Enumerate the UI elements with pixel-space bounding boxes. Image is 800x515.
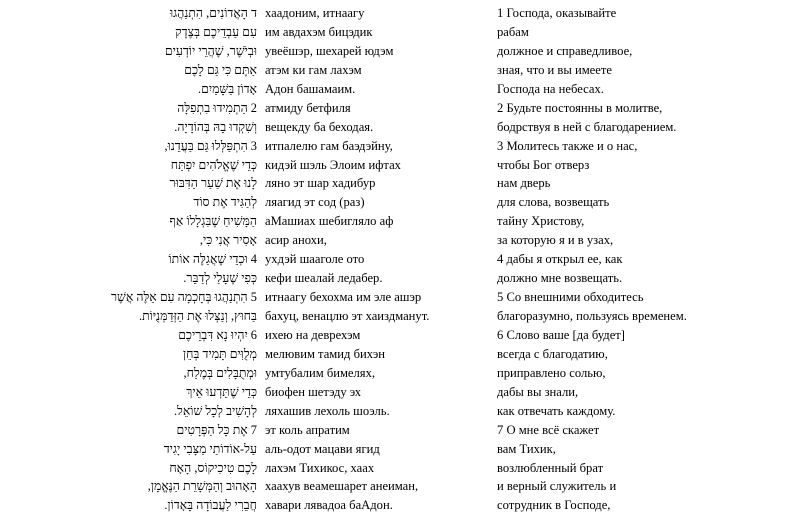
transliteration-line: эт коль апратим [265, 422, 350, 437]
hebrew-line: אָסִיר אֲנִי כִּי, [199, 233, 257, 248]
hebrew-line: אַתֶּם כִּי גַּם לָכֶם [184, 62, 257, 77]
hebrew-line: ד הָאֲדוֹנִים, הִתְנַהֲגוּ [169, 6, 257, 20]
hebrew-line: אָדוֹן בַּשָּׁמַיִם. [198, 81, 257, 96]
russian-line: возлюбленный брат [497, 460, 604, 475]
transliteration-line: вещекду ба беходая. [265, 119, 374, 134]
hebrew-line: 7 אֶת כָּל הַפְּרָטִים [176, 422, 257, 437]
russian-line: 6 Слово ваше [да будет] [497, 327, 626, 342]
russian-line: бодрствуя в ней с благодарением. [497, 119, 677, 134]
hebrew-line: וְשִׁקְדוּ בָהּ בְּהוֹדָיָה. [174, 119, 257, 134]
russian-line: зная, что и вы имеете [497, 62, 612, 77]
hebrew-line: עַל-אוֹדוֹתַי מַצָּבִי יָגִיד [163, 441, 257, 456]
transliteration-line: аль-одот мацави ягид [265, 441, 380, 456]
hebrew-line: 3 הִתְפַּלְּלוּ גַּם בַּעֲדֵנוּ, [164, 138, 257, 153]
russian-line: благоразумно, пользуясь временем. [497, 309, 687, 323]
transliteration-column [265, 4, 480, 513]
transliteration-line: им авдахэм бицэдик [265, 24, 373, 39]
hebrew-line: 6 יִהְיוּ נָא דִּבְרֵיכֶם [178, 327, 257, 342]
hebrew-line: בַּחוּץ, וְנַצְּלוּ אֶת הַזְּדַמְּנֻיּוֹת. [139, 309, 257, 323]
transliteration-line: увеёшэр, шехарей юдэм [265, 43, 394, 58]
russian-line: дабы вы знали, [497, 384, 579, 399]
hebrew-line: מְלֻוִּים תָּמִיד בְּחֵן [182, 346, 257, 361]
russian-translation-column [497, 4, 797, 513]
russian-line: нам дверь [497, 176, 551, 191]
transliteration-line: биофен шетэду эх [265, 384, 362, 399]
russian-line: за которую я и в узах, [497, 233, 614, 248]
hebrew-line: הָאָהוּב וְהַמְּשָׁרֵת הַנֶּאֱמָן, [147, 479, 257, 494]
transliteration-line: атэм ки гам лахэм [265, 62, 362, 77]
transliteration-line: ухдэй шааголе ото [265, 252, 365, 267]
russian-line: сотрудник в Господе, [497, 498, 611, 513]
transliteration-line: ляагид эт сод (раз) [265, 195, 365, 210]
hebrew-line: 4 וּכְדֵי שֶׁאֲגַלֶּה אוֹתוֹ [168, 252, 257, 267]
hebrew-line: וּבְיֹשֶׁר, שֶׁהֲרֵי יוֹדְעִים [164, 43, 257, 58]
hebrew-line: כְּפִי שֶׁעָלַי לְדַבֵּר. [183, 271, 257, 286]
russian-line: всегда с благодатию, [497, 346, 608, 361]
hebrew-line: לָנוּ אֶת שַׁעַר הַדִּבּוּר [169, 176, 257, 191]
hebrew-line: 2 הַתְמִידוּ בִתְפִלָּה [177, 100, 257, 115]
transliteration-line: мелювим тамид бихэн [265, 346, 385, 361]
russian-line: 4 дабы я открыл ее, как [497, 252, 623, 267]
russian-line: и верный служитель и [497, 479, 617, 494]
russian-line: должное и справедливое, [497, 43, 633, 58]
transliteration-line: атмиду бетфиля [265, 100, 351, 115]
transliteration-line: кидэй шэль Элоим ифтах [265, 157, 401, 172]
russian-line: рабам [497, 24, 529, 39]
hebrew-line: 5 הִתְנַהֲגוּ בְּחָכְמָה עִם אֵלֶּה אֲשֶׁר [110, 290, 257, 305]
transliteration-line: ихею на деврехэм [265, 327, 361, 342]
russian-line: 5 Со внешними обходитесь [497, 290, 644, 305]
russian-line: 3 Молитесь также и о нас, [497, 138, 638, 153]
transliteration-line: кефи шеалай ледабер. [265, 271, 383, 286]
transliteration-line: хаадоним, итнаагу [265, 6, 365, 20]
russian-line: для слова, возвещать [497, 195, 610, 210]
transliteration-line: умтубалим бимелях, [265, 365, 376, 380]
russian-line: чтобы Бог отверз [497, 157, 590, 172]
russian-line: как отвечать каждому. [497, 403, 616, 418]
hebrew-text-column [0, 4, 257, 513]
russian-line: 2 Будьте постоянны в молитве, [497, 100, 663, 115]
transliteration-line: хавари лявадоа баАдон. [265, 498, 393, 513]
hebrew-line: לְהָשִׁיב לְכָל שׁוֹאֵל. [173, 403, 257, 418]
russian-line: должно мне возвещать. [497, 271, 623, 286]
transliteration-line: лахэм Тихикос, хаах [265, 460, 375, 475]
hebrew-line: לָכֶם טִיכִיקוֹס, הָאָח [169, 460, 257, 475]
russian-line: приправлено солью, [497, 365, 606, 380]
transliteration-line: Адон башамаим. [265, 81, 356, 96]
transliteration-line: ляхашив лехоль шоэль. [265, 403, 390, 418]
hebrew-line: כְּדֵי שֶׁאֱלֹהִים יִפְתַּח [170, 157, 257, 172]
hebrew-line: לְהַגִּיד אֶת סוֹד [193, 195, 257, 210]
hebrew-line: עִם עַבְדֵיכֶם בְּצֶדֶק [175, 24, 257, 39]
russian-line: тайну Христову, [497, 214, 585, 229]
hebrew-line: כְּדֵי שֶׁתֵּדְעוּ אֵיךְ [186, 384, 257, 399]
russian-line: Господа на небесах. [497, 81, 604, 96]
hebrew-line: חֲבֵרִי לַעֲבוֹדָה בָּאָדוֹן. [164, 498, 257, 513]
russian-line: вам Тихик, [497, 441, 556, 456]
transliteration-line: хаахув веамешарет анеиман, [265, 479, 419, 494]
russian-line: 7 О мне всё скажет [497, 422, 600, 437]
transliteration-line: ляно эт шар хадибур [265, 176, 376, 191]
hebrew-line: הַמָּשִׁיחַ שֶׁבִּגְלָלוֹ אַף [169, 214, 257, 229]
hebrew-line: וּמְתֻבָּלִים בְּמֶלַח, [183, 365, 257, 380]
transliteration-line: итнаагу бехохма им эле ашэр [265, 290, 422, 305]
transliteration-line: бахуц, венацлю эт хаиздманут. [265, 309, 430, 323]
russian-line: 1 Господа, оказывайте [497, 6, 617, 20]
transliteration-line: итпалелю гам баэдэйну, [265, 138, 393, 153]
transliteration-line: асир анохи, [265, 233, 327, 248]
transliteration-line: аМашиах шебигляло аф [265, 214, 394, 229]
